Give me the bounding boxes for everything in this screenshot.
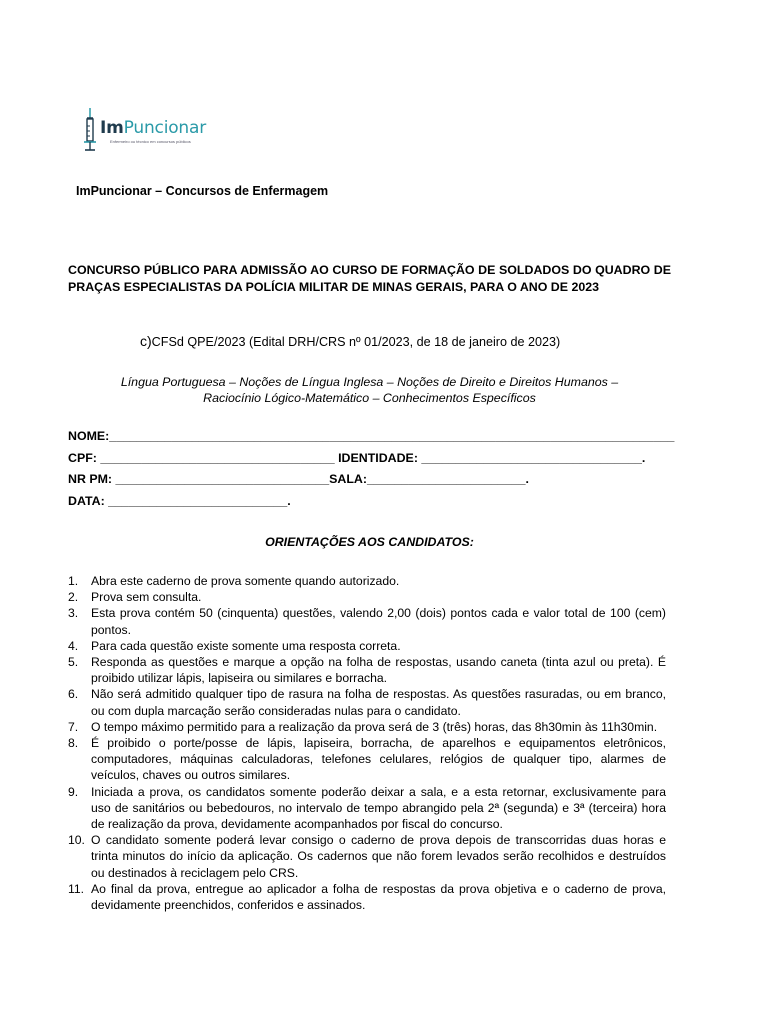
orientation-item [68, 573, 666, 589]
page-header: ImPuncionar – Concursos de Enfermagem [76, 184, 329, 198]
document-title: CONCURSO PÚBLICO PARA ADMISSÃO AO CURSO DE FORMAÇÃO DE SOLDADOS DO QUADRO DE PRAÇAS ESPECIALISTAS DA POLÍCIA MILITAR DE MINAS GERAIS, PARA O ANO DE 2023 [68, 263, 671, 294]
orientation-item [68, 881, 666, 913]
edital-marker: c) [140, 333, 152, 349]
orientation-text: Para cada questão existe somente uma resposta correta. [91, 638, 401, 653]
nrpm-sala-field: NR PM: _______________________________SALA:_______________________. [68, 472, 529, 486]
cpf-identidade-field: CPF: __________________________________ IDENTIDADE: ________________________________. [68, 451, 646, 465]
orientation-text: Ao final da prova, entregue ao aplicador a folha de respostas da prova objetiva e o caderno de prova, devidamente preenchidos, conferidos e assinados. [91, 881, 666, 913]
orientation-number: 5. [68, 655, 79, 670]
orientations-list [68, 573, 666, 913]
orientation-item [68, 832, 666, 881]
subjects-line-1: Língua Portuguesa – Noções de Língua Inglesa – Noções de Direito e Direitos Humanos – [120, 375, 619, 389]
orientation-number: 4. [68, 638, 79, 653]
orientation-text: Responda as questões e marque a opção na folha de respostas, usando caneta (tinta azul ou preta). É proibido utilizar lápis, lapiseira ou similares e borracha. [91, 655, 666, 686]
orientation-text: O tempo máximo permitido para a realização da prova será de 3 (três) horas, das 8h30min às 11h30min. [91, 719, 658, 734]
orientation-number: 8. [68, 736, 79, 751]
data-field: DATA: __________________________. [68, 494, 291, 508]
orientation-item [68, 638, 666, 654]
orientation-item [68, 605, 666, 637]
logo-wordmark: ImPuncionar [100, 118, 206, 138]
orientation-number: 2. [68, 590, 79, 605]
syringe-icon [82, 106, 102, 156]
orientations-title: ORIENTAÇÕES AOS CANDIDATOS: [265, 535, 474, 549]
logo-tagline: Enfermeiro ou técnico em concursos públicos [110, 139, 191, 144]
orientation-item [68, 686, 666, 718]
orientation-text: Esta prova contém 50 (cinquenta) questões, valendo 2,00 (dois) pontos cada e valor total de 100 (cem) pontos. [91, 606, 666, 637]
orientation-text: Abra este caderno de prova somente quando autorizado. [91, 574, 400, 588]
subjects-line-2: Raciocínio Lógico-Matemático – Conhecimentos Específicos [203, 391, 536, 405]
orientation-text: O candidato somente poderá levar consigo o caderno de prova depois de transcorridas duas horas e trinta minutos do início da aplicação. Os cadernos que não forem levados serão recolhidos e destruídos ou destinados à reciclagem pelo CRS. [91, 833, 666, 880]
brand-logo [82, 106, 222, 156]
edital-reference [140, 333, 560, 349]
orientation-text: Não será admitido qualquer tipo de rasura na folha de respostas. As questões rasuradas, ou em branco, ou com dupla marcação serão consideradas nulas para o candidato. [91, 687, 666, 718]
orientation-number: 6. [68, 687, 79, 702]
nome-field: NOME:__________________________________________________________________________________ [68, 429, 675, 443]
orientation-item [68, 719, 666, 735]
orientation-number: 1. [68, 574, 79, 588]
subjects-list [68, 374, 671, 406]
orientation-text: Prova sem consulta. [91, 590, 202, 605]
orientation-number: 11. [68, 881, 85, 896]
orientation-number: 9. [68, 784, 79, 799]
orientation-number: 10. [68, 833, 85, 848]
orientation-text: É proibido o porte/posse de lápis, lapiseira, borracha, de aparelhos e equipamentos eletrônicos, computadores, máquinas calculadoras, telefones celulares, relógios de qualquer tipo, alarmes de veículos, chaves ou outros similares. [91, 736, 666, 783]
orientation-number: 7. [68, 719, 79, 734]
edital-text: CFSd QPE/2023 (Edital DRH/CRS nº 01/2023, de 18 de janeiro de 2023) [151, 335, 561, 349]
orientation-item [68, 654, 666, 686]
orientation-item [68, 589, 666, 605]
orientation-item [68, 784, 666, 833]
orientation-item [68, 735, 666, 784]
orientation-text: Iniciada a prova, os candidatos somente poderão deixar a sala, e a esta retornar, exclusivamente para uso de sanitários ou bebedouros, no intervalo de tempo abrangido pela 2ª (segunda) e 3ª (terceira) hora de realização da prova, devidamente acompanhados por fiscal do concurso. [91, 784, 666, 832]
orientation-number: 3. [68, 606, 79, 621]
